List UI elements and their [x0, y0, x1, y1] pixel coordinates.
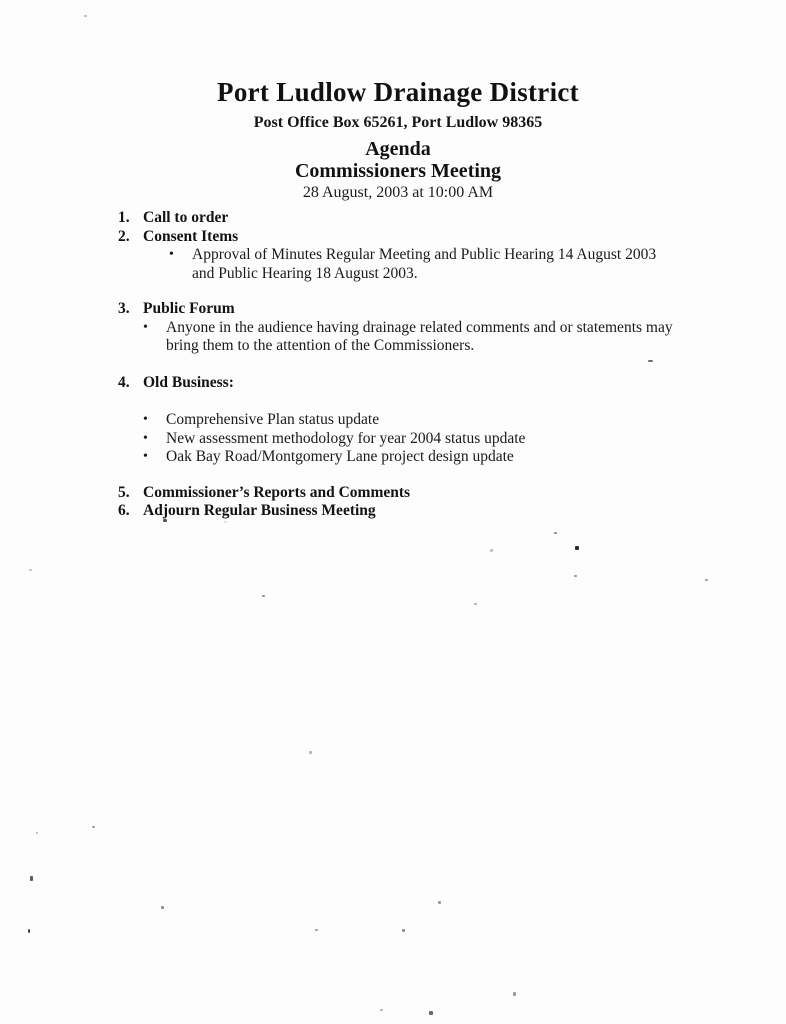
scan-speck	[575, 546, 579, 550]
agenda-item-2	[118, 228, 718, 247]
item-label: Adjourn Regular Business Meeting	[143, 502, 376, 519]
bullet-item	[169, 246, 718, 283]
scan-speck	[380, 1009, 383, 1011]
scan-speck	[30, 876, 33, 881]
scan-speck	[161, 906, 164, 909]
item-label: Old Business:	[143, 373, 234, 391]
scan-speck	[224, 521, 227, 523]
bullet-text-line: Anyone in the audience having drainage related comments and or statements may	[166, 318, 673, 336]
scan-speck	[84, 15, 87, 17]
scan-speck	[28, 929, 30, 933]
agenda-item-6	[118, 502, 718, 521]
scan-speck	[92, 826, 95, 828]
scan-speck	[438, 901, 441, 904]
agenda-item-3	[118, 300, 718, 319]
scan-speck	[429, 1011, 433, 1015]
bullet-text	[192, 246, 656, 283]
item-number: 3.	[118, 300, 130, 317]
scan-speck	[513, 992, 516, 996]
scan-speck	[315, 929, 318, 931]
bullet-text-line: Comprehensive Plan status update	[166, 411, 380, 428]
bullet-icon: •	[143, 319, 148, 335]
agenda-list	[118, 209, 718, 521]
bullet-text	[166, 448, 514, 467]
item-label: Public Forum	[143, 300, 235, 317]
address-line: Post Office Box 65261, Port Ludlow 98365	[253, 114, 543, 131]
bullet-item	[143, 319, 718, 356]
bullet-text-line: and Public Hearing 18 August 2003.	[192, 264, 418, 282]
scan-speck	[163, 519, 167, 522]
scan-speck	[29, 569, 32, 571]
bullet-text-line: New assessment methodology for year 2004 status update	[166, 429, 526, 447]
bullet-text-line: bring them to the attention of the Commissioners.	[166, 337, 475, 354]
scan-speck	[574, 575, 577, 577]
agenda-item-4	[118, 374, 718, 393]
item-number: 6.	[118, 502, 130, 519]
agenda-item-5	[118, 484, 718, 503]
scan-speck	[402, 929, 405, 932]
scan-speck	[309, 751, 312, 754]
scan-speck	[705, 579, 708, 581]
item-label: Consent Items	[143, 227, 239, 245]
document-type-label: Agenda	[365, 138, 431, 160]
scan-speck	[36, 832, 38, 834]
item-label: Call to order	[143, 209, 229, 226]
bullet-text-line: Oak Bay Road/Montgomery Lane project design update	[166, 448, 514, 465]
scan-speck	[648, 360, 653, 362]
scan-speck	[262, 595, 265, 597]
document-header	[5, 78, 786, 204]
item-label: Commissioner’s Reports and Comments	[143, 483, 411, 501]
item-number: 1.	[118, 209, 130, 226]
scan-speck	[554, 532, 557, 534]
scan-speck	[474, 603, 477, 605]
bullet-item	[143, 448, 718, 467]
bullet-icon: •	[143, 430, 148, 446]
bullet-item	[143, 411, 718, 430]
item-number: 2.	[118, 227, 130, 245]
bullet-item	[143, 430, 718, 449]
bullet-text	[166, 411, 379, 430]
bullet-icon: •	[169, 247, 174, 262]
page-title: Port Ludlow Drainage District	[217, 77, 579, 107]
bullet-text	[166, 319, 673, 356]
scan-speck	[490, 549, 493, 552]
bullet-icon: •	[143, 449, 148, 464]
meeting-datetime: 28 August, 2003 at 10:00 AM	[302, 184, 494, 201]
item-number: 4.	[118, 373, 130, 391]
bullet-text-line: Approval of Minutes Regular Meeting and Public Hearing 14 August 2003	[192, 246, 657, 263]
item-number: 5.	[118, 483, 130, 501]
bullet-text	[166, 430, 525, 449]
meeting-title: Commissioners Meeting	[294, 160, 502, 182]
bullet-icon: •	[143, 412, 148, 427]
agenda-item-1	[118, 209, 718, 228]
